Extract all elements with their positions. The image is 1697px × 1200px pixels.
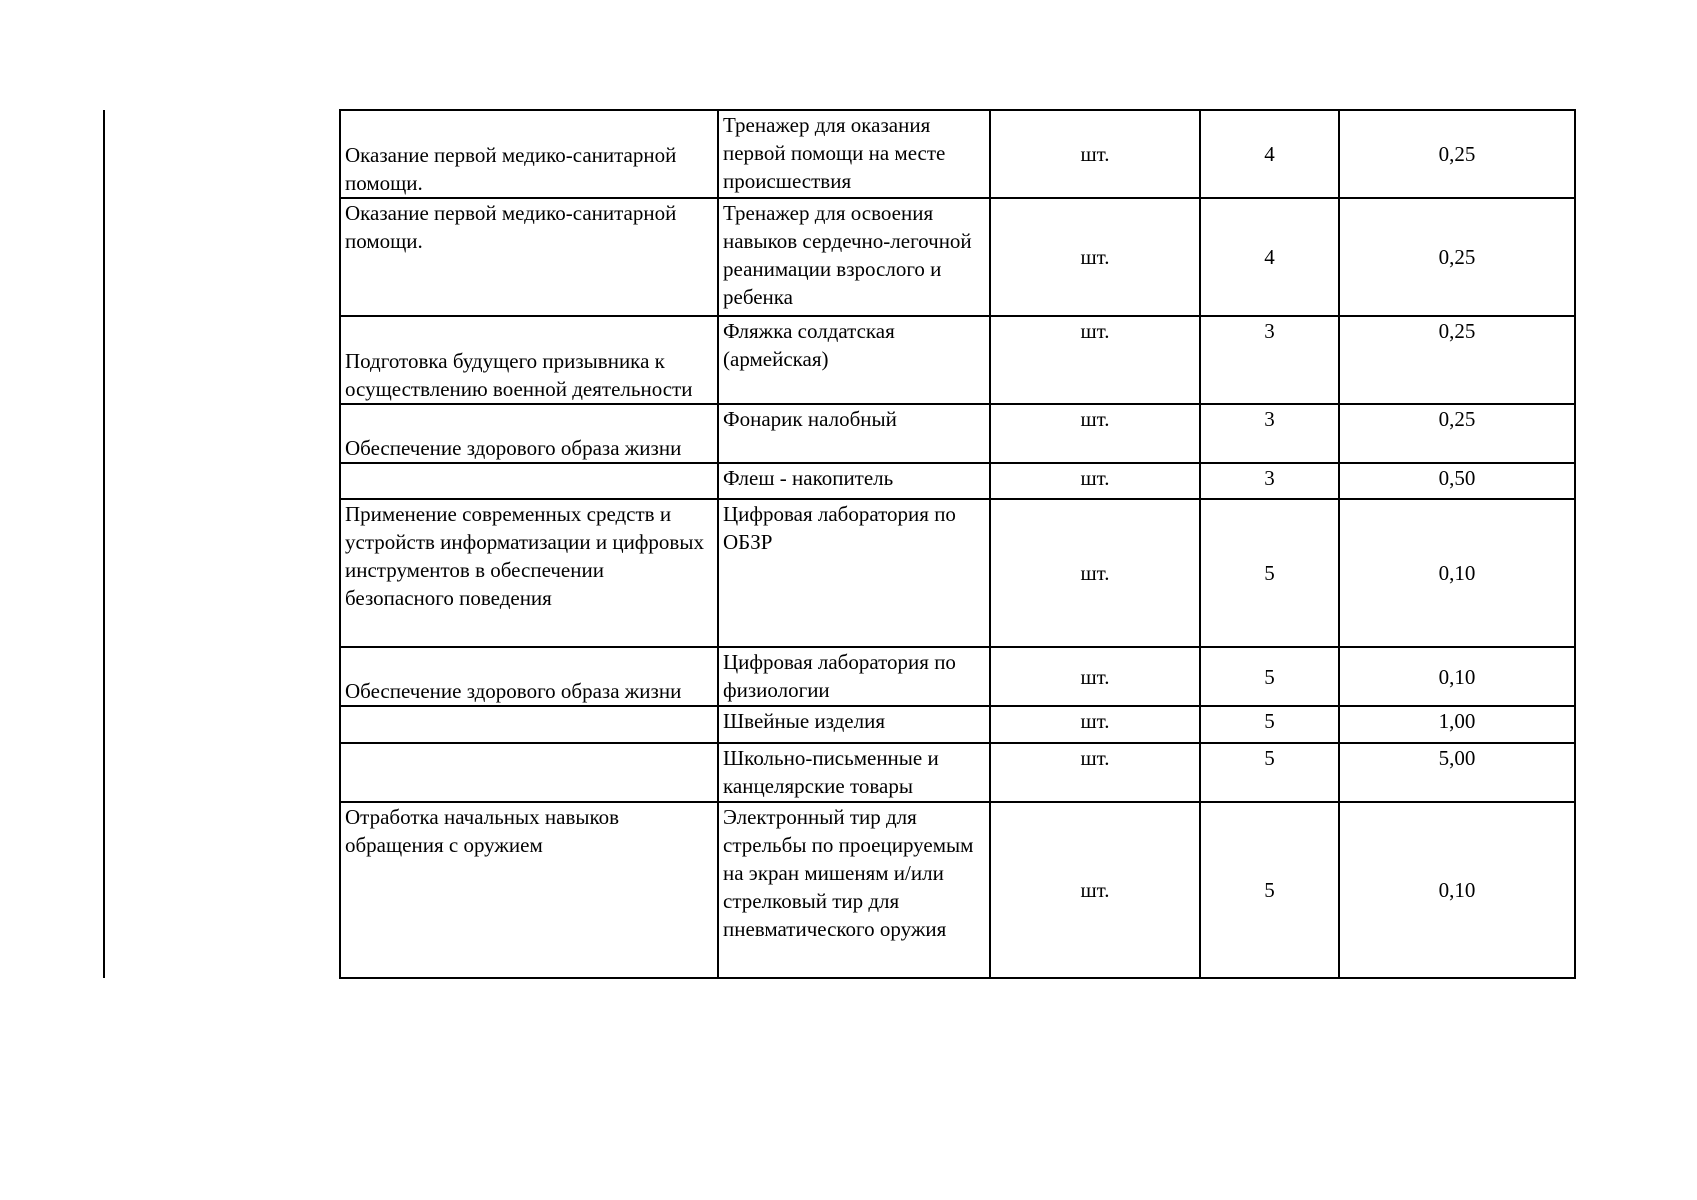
table-row — [340, 110, 1575, 198]
topic-cell — [340, 743, 718, 802]
quantity-cell: 4 — [1200, 198, 1339, 316]
norm-cell: 0,10 — [1339, 802, 1575, 978]
quantity-cell: 5 — [1200, 802, 1339, 978]
quantity-cell: 5 — [1200, 706, 1339, 743]
topic-cell: Обеспечение здорового образа жизни — [340, 404, 718, 463]
norm-cell: 0,25 — [1339, 316, 1575, 404]
topic-cell: Оказание первой медико-санитарной помощи. — [340, 198, 718, 316]
norm-cell: 0,25 — [1339, 198, 1575, 316]
norm-cell: 0,25 — [1339, 404, 1575, 463]
topic-cell: Оказание первой медико-санитарной помощи. — [340, 110, 718, 198]
quantity-cell: 5 — [1200, 499, 1339, 647]
item-cell: Цифровая лаборатория по ОБЗР — [718, 499, 990, 647]
norm-cell: 0,10 — [1339, 499, 1575, 647]
topic-cell — [340, 706, 718, 743]
unit-cell: шт. — [990, 647, 1200, 706]
unit-cell: шт. — [990, 463, 1200, 499]
item-cell: Цифровая лаборатория по физиологии — [718, 647, 990, 706]
item-cell: Тренажер для освоения навыков сердечно-легочной реанимации взрослого и ребенка — [718, 198, 990, 316]
norm-cell: 1,00 — [1339, 706, 1575, 743]
table-row — [340, 463, 1575, 499]
item-cell: Фляжка солдатская (армейская) — [718, 316, 990, 404]
unit-cell: шт. — [990, 743, 1200, 802]
norm-cell: 0,25 — [1339, 110, 1575, 198]
table-row — [340, 802, 1575, 978]
unit-cell: шт. — [990, 316, 1200, 404]
equipment-table — [339, 109, 1576, 979]
unit-cell: шт. — [990, 706, 1200, 743]
item-cell: Фонарик налобный — [718, 404, 990, 463]
quantity-cell: 5 — [1200, 743, 1339, 802]
item-cell: Флеш - накопитель — [718, 463, 990, 499]
topic-cell: Применение современных средств и устройств информатизации и цифровых инструментов в обеспечении безопасного поведения — [340, 499, 718, 647]
quantity-cell: 3 — [1200, 463, 1339, 499]
unit-cell: шт. — [990, 404, 1200, 463]
item-cell: Электронный тир для стрельбы по проецируемым на экран мишеням и/или стрелковый тир для пневматического оружия — [718, 802, 990, 978]
table-row — [340, 404, 1575, 463]
table-row — [340, 647, 1575, 706]
unit-cell: шт. — [990, 110, 1200, 198]
quantity-cell: 4 — [1200, 110, 1339, 198]
topic-cell: Обеспечение здорового образа жизни — [340, 647, 718, 706]
topic-cell: Отработка начальных навыков обращения с оружием — [340, 802, 718, 978]
quantity-cell: 3 — [1200, 404, 1339, 463]
table-row — [340, 499, 1575, 647]
quantity-cell: 3 — [1200, 316, 1339, 404]
norm-cell: 5,00 — [1339, 743, 1575, 802]
topic-cell: Подготовка будущего призывника к осуществлению военной деятельности — [340, 316, 718, 404]
item-cell: Тренажер для оказания первой помощи на месте происшествия — [718, 110, 990, 198]
unit-cell: шт. — [990, 198, 1200, 316]
unit-cell: шт. — [990, 499, 1200, 647]
item-cell: Школьно-письменные и канцелярские товары — [718, 743, 990, 802]
table-row — [340, 743, 1575, 802]
table-row — [340, 706, 1575, 743]
table-row — [340, 198, 1575, 316]
norm-cell: 0,10 — [1339, 647, 1575, 706]
unit-cell: шт. — [990, 802, 1200, 978]
table-row — [340, 316, 1575, 404]
norm-cell: 0,50 — [1339, 463, 1575, 499]
page-margin-rule — [103, 110, 105, 978]
topic-cell — [340, 463, 718, 499]
item-cell: Швейные изделия — [718, 706, 990, 743]
quantity-cell: 5 — [1200, 647, 1339, 706]
